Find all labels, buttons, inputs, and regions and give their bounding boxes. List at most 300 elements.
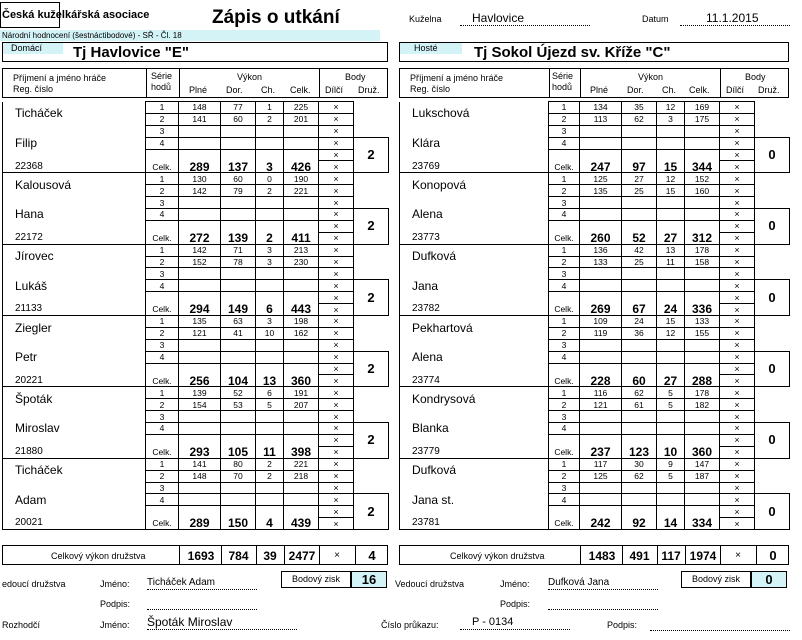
player-total-value: 294 xyxy=(179,304,221,316)
home-name-label: Jméno: xyxy=(100,579,130,589)
series-value: 230 xyxy=(284,256,319,268)
partial-point-mark: × xyxy=(720,125,755,137)
player-surname: Dufková xyxy=(400,244,549,268)
series-value: 175 xyxy=(685,113,720,125)
series-value: 13 xyxy=(657,244,685,256)
series-value: 218 xyxy=(284,470,319,482)
table-row xyxy=(400,446,790,458)
empty-cell xyxy=(580,280,622,292)
player-total-value: 439 xyxy=(284,518,319,530)
table-row xyxy=(400,161,790,173)
series-number: 3 xyxy=(146,339,179,351)
empty-cell xyxy=(256,494,284,506)
partial-point-mark: × xyxy=(720,244,755,256)
empty-cell xyxy=(256,292,284,304)
away-team-name: Tj Sokol Újezd sv. Kříže "C" xyxy=(474,44,671,61)
empty-cell xyxy=(580,137,622,149)
empty-cell xyxy=(284,209,319,221)
series-value: 62 xyxy=(622,113,657,125)
table-row xyxy=(400,173,790,185)
empty-cell xyxy=(284,125,319,137)
col-miss: Ch. xyxy=(662,85,677,95)
empty-cell xyxy=(657,209,685,221)
player-surname: Dufková xyxy=(400,458,549,482)
series-value: 79 xyxy=(221,185,256,197)
series-empty xyxy=(549,149,580,161)
player-points: 0 xyxy=(755,280,790,316)
partial-point-mark: × xyxy=(319,304,354,316)
player-points: 0 xyxy=(755,351,790,387)
referee-name-label: Jméno: xyxy=(100,620,130,630)
partial-point-mark: × xyxy=(319,387,354,399)
empty-cell xyxy=(221,268,256,280)
date-label: Datum xyxy=(642,14,669,24)
player-first-name: Klára xyxy=(400,125,549,161)
empty-cell xyxy=(256,220,284,232)
series-value: 30 xyxy=(622,458,657,470)
points-spacer xyxy=(755,244,790,280)
total-label: Celk. xyxy=(146,161,179,173)
empty-cell xyxy=(657,137,685,149)
table-row xyxy=(3,446,389,458)
player-total-value: 269 xyxy=(580,304,622,316)
home-team-total-row xyxy=(2,545,388,565)
home-captain-label: edoucí družstva xyxy=(2,579,66,589)
partial-point-mark: × xyxy=(720,363,755,375)
points-spacer xyxy=(354,316,389,352)
player-reg-no: 20221 xyxy=(3,375,146,387)
col-clear: Dor. xyxy=(627,85,644,95)
series-value: 178 xyxy=(685,244,720,256)
empty-cell xyxy=(622,292,657,304)
away-label: Hosté xyxy=(400,43,462,54)
series-value: 15 xyxy=(657,316,685,328)
empty-cell xyxy=(221,125,256,137)
empty-cell xyxy=(685,220,720,232)
series-value: 182 xyxy=(685,399,720,411)
series-value: 169 xyxy=(685,102,720,114)
player-surname: Lukschová xyxy=(400,102,549,126)
col-total: Celk. xyxy=(290,85,311,95)
empty-cell xyxy=(179,197,221,209)
series-value: 11 xyxy=(657,256,685,268)
series-number: 1 xyxy=(146,102,179,114)
player-total-value: 272 xyxy=(179,232,221,244)
series-number: 4 xyxy=(146,137,179,149)
player-points: 2 xyxy=(354,280,389,316)
total-label: Celk. xyxy=(146,518,179,530)
empty-cell xyxy=(221,292,256,304)
col-points: Body xyxy=(745,72,766,82)
empty-cell xyxy=(657,363,685,375)
player-surname: Kondrysová xyxy=(400,387,549,411)
table-row xyxy=(400,197,790,209)
partial-point-mark: × xyxy=(720,327,755,339)
partial-point-mark: × xyxy=(720,518,755,530)
empty-cell xyxy=(657,125,685,137)
partial-point-mark: × xyxy=(319,113,354,125)
away-team-header xyxy=(399,42,789,62)
home-point-gain: 16 xyxy=(351,571,387,588)
points-spacer xyxy=(354,458,389,494)
series-number: 3 xyxy=(549,268,580,280)
table-row xyxy=(3,268,389,280)
series-number: 3 xyxy=(549,125,580,137)
home-signature-label: Podpis: xyxy=(100,599,131,609)
empty-cell xyxy=(179,137,221,149)
series-value: 225 xyxy=(284,102,319,114)
series-value: 3 xyxy=(256,316,284,328)
col-reg-no: Reg. číslo xyxy=(410,84,451,94)
points-spacer xyxy=(755,102,790,138)
empty-cell xyxy=(256,197,284,209)
player-total-value: 289 xyxy=(179,161,221,173)
series-value: 207 xyxy=(284,399,319,411)
player-reg-no: 23769 xyxy=(400,161,549,173)
empty-cell xyxy=(580,292,622,304)
series-value: 130 xyxy=(179,173,221,185)
card-no-label: Číslo průkazu: xyxy=(381,620,439,630)
series-number: 2 xyxy=(549,327,580,339)
empty-cell xyxy=(622,339,657,351)
empty-cell xyxy=(622,363,657,375)
series-value: 12 xyxy=(657,327,685,339)
col-series: Série xyxy=(552,71,574,81)
empty-cell xyxy=(284,363,319,375)
points-spacer xyxy=(354,244,389,280)
home-signature-line[interactable] xyxy=(147,600,257,610)
table-row xyxy=(3,375,389,387)
empty-cell xyxy=(221,363,256,375)
series-value: 77 xyxy=(221,102,256,114)
player-total-value: 443 xyxy=(284,304,319,316)
empty-cell xyxy=(221,351,256,363)
player-total-value: 123 xyxy=(622,446,657,458)
empty-cell xyxy=(622,482,657,494)
series-value: 12 xyxy=(657,102,685,114)
player-points: 0 xyxy=(755,137,790,173)
partial-point-mark: × xyxy=(720,185,755,197)
series-value: 160 xyxy=(685,185,720,197)
team-total-miss: 117 xyxy=(661,549,681,563)
player-reg-no: 23774 xyxy=(400,375,549,387)
empty-cell xyxy=(685,268,720,280)
series-value: 162 xyxy=(284,327,319,339)
partial-point-mark: × xyxy=(319,399,354,411)
series-number: 4 xyxy=(549,209,580,221)
empty-cell xyxy=(179,125,221,137)
series-number: 1 xyxy=(146,173,179,185)
empty-cell xyxy=(221,220,256,232)
empty-cell xyxy=(179,434,221,446)
empty-cell xyxy=(284,506,319,518)
empty-cell xyxy=(622,197,657,209)
empty-cell xyxy=(256,137,284,149)
empty-cell xyxy=(256,363,284,375)
col-miss: Ch. xyxy=(261,85,276,95)
empty-cell xyxy=(657,494,685,506)
series-number: 1 xyxy=(146,387,179,399)
partial-point-mark: × xyxy=(319,149,354,161)
player-total-value: 67 xyxy=(622,304,657,316)
empty-cell xyxy=(284,339,319,351)
series-number: 2 xyxy=(549,399,580,411)
empty-cell xyxy=(685,423,720,435)
col-team-points: Druž. xyxy=(758,85,780,95)
empty-cell xyxy=(221,411,256,423)
table-row xyxy=(400,518,790,530)
empty-cell xyxy=(221,482,256,494)
series-value: 71 xyxy=(221,244,256,256)
series-value: 80 xyxy=(221,458,256,470)
empty-cell xyxy=(622,280,657,292)
table-row xyxy=(3,482,389,494)
series-value: 133 xyxy=(685,316,720,328)
series-value: 190 xyxy=(284,173,319,185)
partial-point-mark: × xyxy=(720,482,755,494)
table-row xyxy=(3,304,389,316)
series-number: 2 xyxy=(146,185,179,197)
player-surname: Pekhartová xyxy=(400,316,549,340)
empty-cell xyxy=(256,506,284,518)
player-points: 0 xyxy=(755,423,790,459)
player-reg-no: 20021 xyxy=(3,518,146,530)
empty-cell xyxy=(221,149,256,161)
empty-cell xyxy=(284,292,319,304)
player-points: 0 xyxy=(755,209,790,245)
empty-cell xyxy=(622,494,657,506)
series-number: 4 xyxy=(146,494,179,506)
team-total-x: × xyxy=(735,550,741,561)
table-row xyxy=(3,232,389,244)
series-value: 3 xyxy=(256,244,284,256)
series-value: 141 xyxy=(179,113,221,125)
empty-cell xyxy=(580,411,622,423)
series-value: 221 xyxy=(284,185,319,197)
series-value: 78 xyxy=(221,256,256,268)
empty-cell xyxy=(284,268,319,280)
partial-point-mark: × xyxy=(319,434,354,446)
partial-point-mark: × xyxy=(319,470,354,482)
player-reg-no: 21133 xyxy=(3,304,146,316)
player-total-value: 4 xyxy=(256,518,284,530)
player-first-name: Alena xyxy=(400,339,549,375)
series-value: 60 xyxy=(221,113,256,125)
empty-cell xyxy=(622,220,657,232)
empty-cell xyxy=(657,292,685,304)
empty-cell xyxy=(657,197,685,209)
series-number: 4 xyxy=(146,351,179,363)
empty-cell xyxy=(221,209,256,221)
series-value: 35 xyxy=(622,102,657,114)
home-team-name: Tj Havlovice "E" xyxy=(73,44,189,61)
player-total-value: 11 xyxy=(256,446,284,458)
empty-cell xyxy=(179,292,221,304)
series-number: 3 xyxy=(549,482,580,494)
empty-cell xyxy=(179,280,221,292)
total-label: Celk. xyxy=(146,232,179,244)
empty-cell xyxy=(256,351,284,363)
player-total-value: 13 xyxy=(256,375,284,387)
venue-label: Kuželna xyxy=(409,14,442,24)
empty-cell xyxy=(657,411,685,423)
total-label: Celk. xyxy=(549,518,580,530)
empty-cell xyxy=(256,280,284,292)
empty-cell xyxy=(256,482,284,494)
series-number: 4 xyxy=(146,280,179,292)
col-series: Série xyxy=(151,71,173,81)
empty-cell xyxy=(284,351,319,363)
empty-cell xyxy=(284,434,319,446)
away-captain-label: Vedoucí družstva xyxy=(395,579,465,589)
empty-cell xyxy=(685,506,720,518)
partial-point-mark: × xyxy=(720,209,755,221)
col-performance: Výkon xyxy=(237,72,263,82)
empty-cell xyxy=(284,280,319,292)
player-surname: Špoták xyxy=(3,387,146,411)
table-row xyxy=(400,482,790,494)
empty-cell xyxy=(685,209,720,221)
series-number: 4 xyxy=(549,137,580,149)
team-total-full: 1693 xyxy=(187,549,215,563)
col-team-points: Druž. xyxy=(358,85,380,95)
empty-cell xyxy=(580,197,622,209)
empty-cell xyxy=(256,209,284,221)
series-value: 141 xyxy=(179,458,221,470)
empty-cell xyxy=(685,125,720,137)
player-total-value: 256 xyxy=(179,375,221,387)
partial-point-mark: × xyxy=(720,423,755,435)
table-row xyxy=(400,125,790,137)
empty-cell xyxy=(179,411,221,423)
empty-cell xyxy=(179,220,221,232)
empty-cell xyxy=(256,434,284,446)
player-first-name: Jana xyxy=(400,268,549,304)
referee-name: Špoták Miroslav xyxy=(147,615,297,630)
empty-cell xyxy=(221,197,256,209)
away-signature-line[interactable] xyxy=(548,600,658,610)
player-first-name: Lukáš xyxy=(3,268,146,304)
away-column-header xyxy=(399,68,789,98)
table-row xyxy=(3,387,389,399)
partial-point-mark: × xyxy=(319,363,354,375)
away-captain-name: Dufková Jana xyxy=(548,577,658,590)
partial-point-mark: × xyxy=(720,446,755,458)
series-value: 155 xyxy=(685,327,720,339)
empty-cell xyxy=(256,423,284,435)
empty-cell xyxy=(657,339,685,351)
series-value: 2 xyxy=(256,470,284,482)
col-partial: Dílčí xyxy=(325,85,343,95)
empty-cell xyxy=(657,220,685,232)
team-total-label: Celkový výkon družstva xyxy=(51,551,146,561)
col-series2: hodů xyxy=(151,82,172,92)
partial-point-mark: × xyxy=(319,518,354,530)
partial-point-mark: × xyxy=(319,339,354,351)
player-total-value: 247 xyxy=(580,161,622,173)
series-value: 36 xyxy=(622,327,657,339)
series-value: 15 xyxy=(657,185,685,197)
series-value: 148 xyxy=(179,470,221,482)
series-value: 3 xyxy=(256,256,284,268)
empty-cell xyxy=(622,506,657,518)
series-empty xyxy=(146,149,179,161)
empty-cell xyxy=(685,351,720,363)
player-total-value: 60 xyxy=(622,375,657,387)
empty-cell xyxy=(685,197,720,209)
team-total-x: × xyxy=(334,550,340,561)
player-total-value: 334 xyxy=(685,518,720,530)
series-number: 1 xyxy=(549,244,580,256)
empty-cell xyxy=(179,351,221,363)
partial-point-mark: × xyxy=(720,316,755,328)
partial-point-mark: × xyxy=(720,149,755,161)
total-label: Celk. xyxy=(549,304,580,316)
empty-cell xyxy=(221,339,256,351)
series-value: 25 xyxy=(622,185,657,197)
series-value: 27 xyxy=(622,173,657,185)
player-total-value: 92 xyxy=(622,518,657,530)
player-surname: Ziegler xyxy=(3,316,146,340)
empty-cell xyxy=(657,423,685,435)
points-spacer xyxy=(755,458,790,494)
series-number: 1 xyxy=(549,387,580,399)
series-number: 4 xyxy=(549,423,580,435)
player-total-value: 312 xyxy=(685,232,720,244)
series-value: 134 xyxy=(580,102,622,114)
team-total-full: 1483 xyxy=(588,549,616,563)
series-number: 2 xyxy=(146,470,179,482)
competition-label: Národní hodnocení (šestnáctibodové) - SŘ - Čl. 18 xyxy=(0,30,380,41)
partial-point-mark: × xyxy=(720,304,755,316)
empty-cell xyxy=(284,423,319,435)
series-value: 135 xyxy=(580,185,622,197)
partial-point-mark: × xyxy=(319,506,354,518)
player-total-value: 137 xyxy=(221,161,256,173)
player-total-value: 2 xyxy=(256,232,284,244)
series-value: 109 xyxy=(580,316,622,328)
empty-cell xyxy=(622,149,657,161)
empty-cell xyxy=(580,209,622,221)
series-empty xyxy=(549,292,580,304)
home-team-header xyxy=(2,42,388,62)
partial-point-mark: × xyxy=(319,173,354,185)
partial-point-mark: × xyxy=(319,327,354,339)
partial-point-mark: × xyxy=(720,268,755,280)
empty-cell xyxy=(685,494,720,506)
team-total-label: Celkový výkon družstva xyxy=(450,551,545,561)
player-total-value: 360 xyxy=(685,446,720,458)
series-value: 136 xyxy=(580,244,622,256)
series-empty xyxy=(549,220,580,232)
home-point-gain-label: Bodový zisk xyxy=(281,571,351,588)
referee-signature-line[interactable] xyxy=(650,621,790,631)
empty-cell xyxy=(179,482,221,494)
partial-point-mark: × xyxy=(319,244,354,256)
player-total-value: 139 xyxy=(221,232,256,244)
series-value: 148 xyxy=(179,102,221,114)
player-points: 2 xyxy=(354,351,389,387)
total-label: Celk. xyxy=(549,161,580,173)
player-first-name: Adam xyxy=(3,482,146,518)
series-number: 1 xyxy=(146,244,179,256)
partial-point-mark: × xyxy=(720,351,755,363)
player-total-value: 398 xyxy=(284,446,319,458)
empty-cell xyxy=(256,411,284,423)
series-number: 4 xyxy=(549,494,580,506)
series-value: 5 xyxy=(657,399,685,411)
table-row xyxy=(400,316,790,328)
